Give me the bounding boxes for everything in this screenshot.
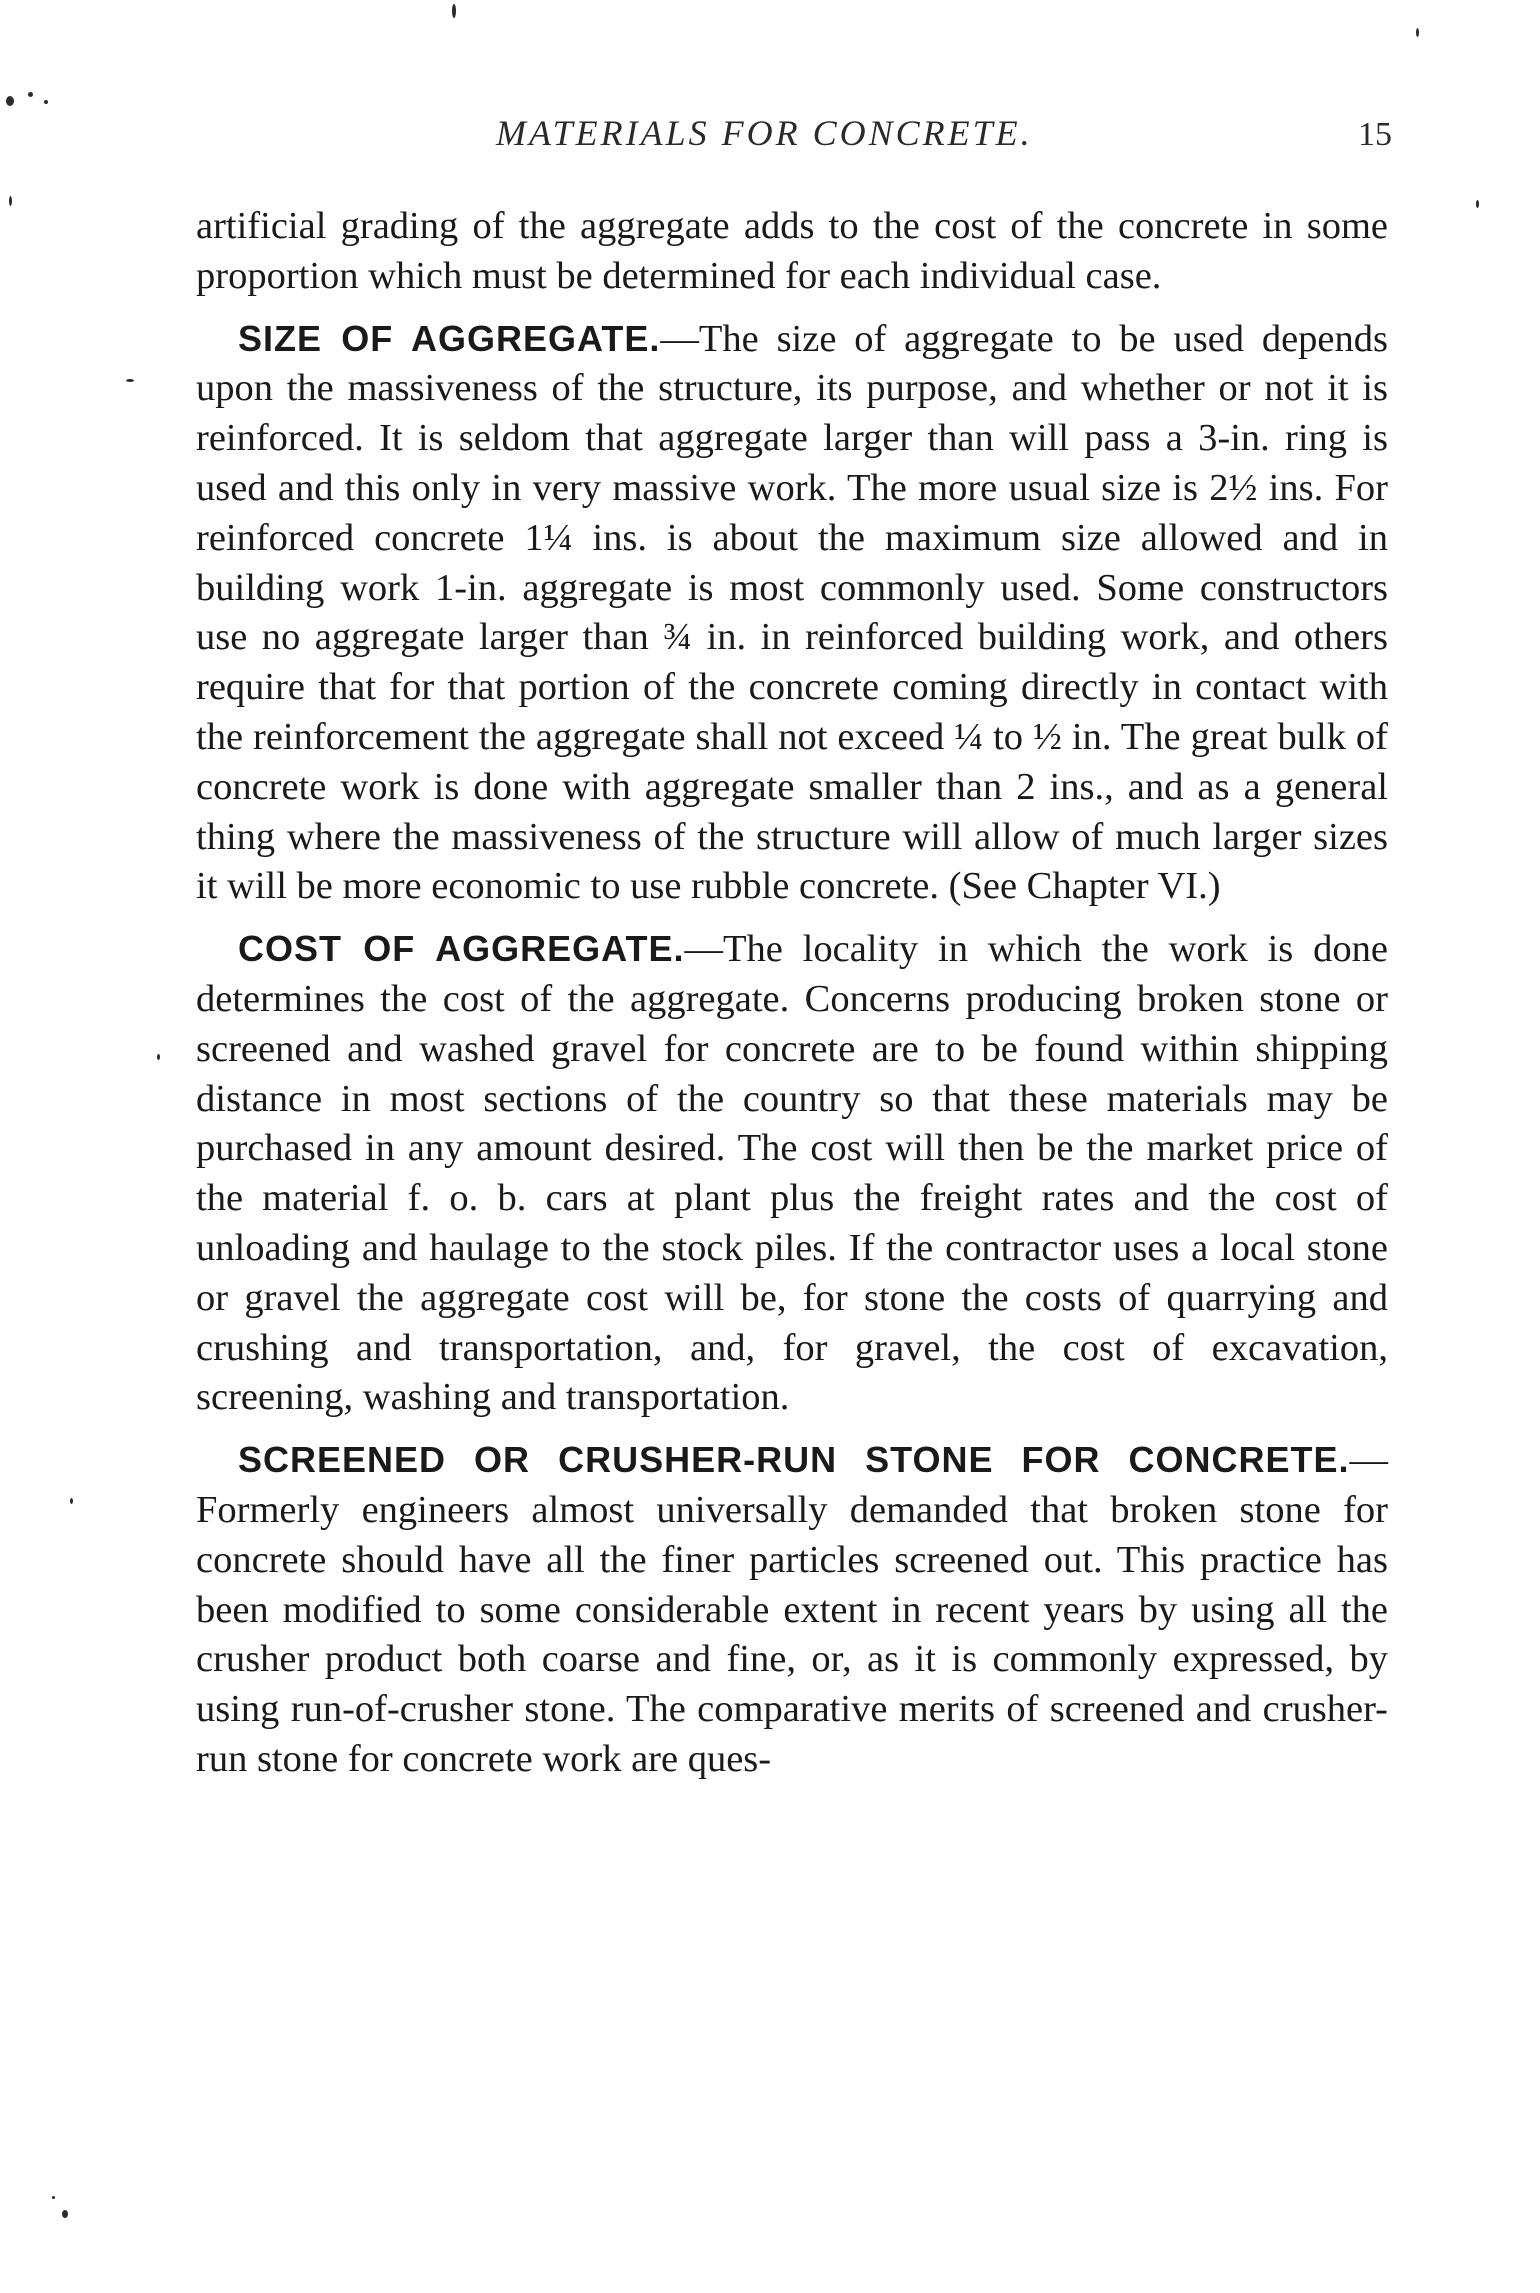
- paragraph-size-of-aggregate: [196, 314, 1388, 913]
- paragraph-cost-of-aggregate: [196, 924, 1388, 1423]
- print-speck: [44, 100, 48, 104]
- print-speck: [52, 2196, 55, 2199]
- section-heading: SIZE OF AGGREGATE.: [238, 317, 661, 359]
- print-speck: [70, 1498, 73, 1504]
- section-heading: COST OF AGGREGATE.: [238, 928, 685, 970]
- print-speck: [62, 2210, 68, 2218]
- print-speck: [126, 379, 134, 382]
- print-speck: [9, 196, 12, 206]
- paragraph-text: —The size of aggregate to be used depends upon the massiveness of the structure, its purpose, and whether or not it is reinforced. It is seldom that aggregate larger than will pass a 3-in. ring is used and this only in very massive work. The more usual size is 2½ ins. For reinforced concrete 1¼ ins. is about the maximum size allowed and in building work 1-in. aggregate is most commonly used. Some constructors use no aggregate larger than ¾ in. in reinforced building work, and others require that for that portion of the concrete coming directly in contact with the reinforcement the aggregate shall not exceed ¼ to ½ in. The great bulk of concrete work is done with aggregate smaller than 2 ins., and as a general thing where the massiveness of the structure will allow of much larger sizes it will be more economic to use rubble concrete. (See Chapter VI.): [196, 317, 1388, 908]
- paragraph-text: —The locality in which the work is done determines the cost of the aggregate. Concerns producing broken stone or screened and washed gravel for concrete are to be found within shipping distance in most sections of the country so that these materials may be purchased in any amount desired. The cost will then be the market price of the material f. o. b. cars at plant plus the freight rates and the cost of unloading and haulage to the stock piles. If the contractor uses a local stone or gravel the aggregate cost will be, for stone the costs of quarrying and crushing and transportation, and, for gravel, the cost of excavation, screening, washing and transportation.: [196, 928, 1388, 1419]
- section-heading: SCREENED OR CRUSHER-RUN STONE FOR CONCRETE.: [238, 1439, 1350, 1481]
- print-speck: [452, 4, 456, 18]
- print-speck: [1476, 200, 1479, 208]
- paragraph-screened-or-crusher-run: [196, 1435, 1388, 1785]
- print-speck: [6, 96, 14, 106]
- print-speck: [157, 1054, 160, 1060]
- paragraph-text: —Formerly engineers almost universally demanded that broken stone for concrete should have all the finer particles screened out. This practice has been modified to some considerable extent in recent years by using all the crusher product both coarse and fine, or, as it is commonly expressed, by using run-of-crusher stone. The comparative merits of screened and crusher-run stone for concrete work are ques-: [196, 1439, 1388, 1780]
- paragraph-continuation: [196, 202, 1388, 302]
- print-speck: [28, 92, 33, 97]
- running-title: MATERIALS FOR CONCRETE.: [496, 113, 1033, 153]
- page-number: 15: [1358, 116, 1392, 153]
- paragraph-text: artificial grading of the aggregate adds to the cost of the concrete in some proportion which must be determined for each individual case.: [196, 205, 1388, 297]
- running-head: [0, 112, 1540, 172]
- body-text: [196, 202, 1388, 1785]
- print-speck: [1416, 28, 1419, 37]
